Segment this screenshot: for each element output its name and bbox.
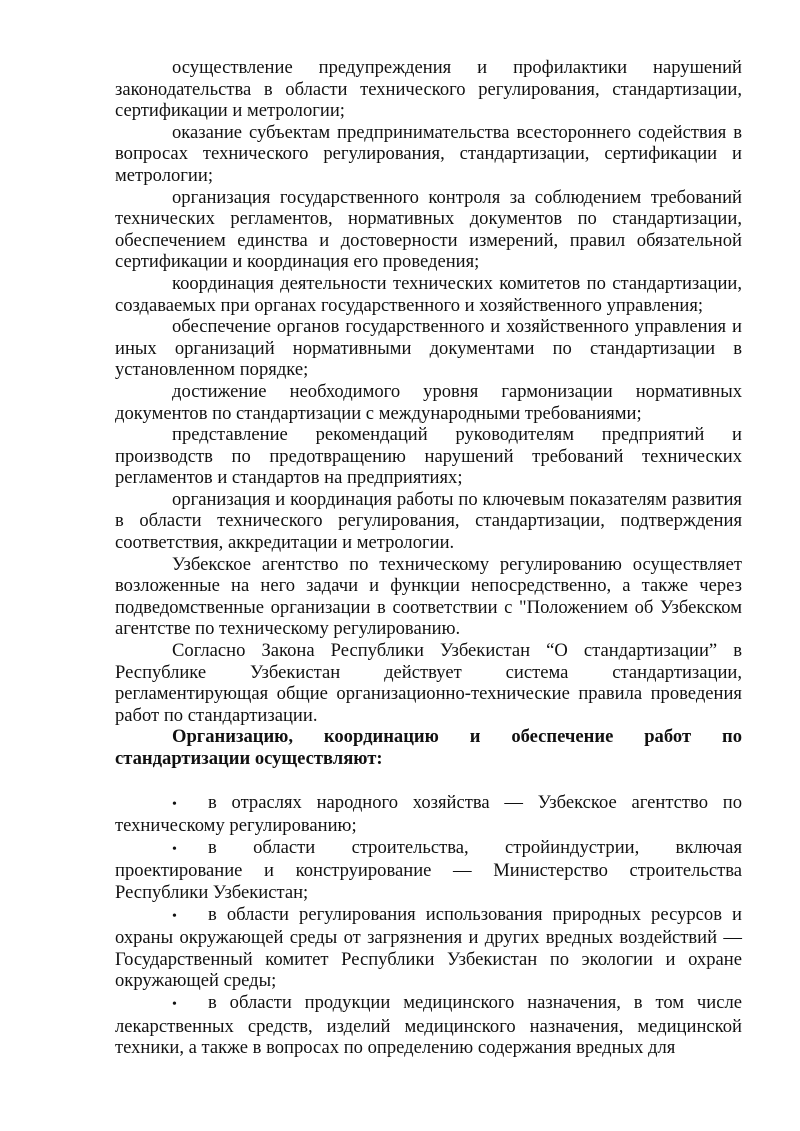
bold-heading: Организацию, координацию и обеспечение работ по стандартизации осуществляют: xyxy=(115,726,742,769)
list-item xyxy=(115,837,742,904)
bullet-text: в области регулирования использования природных ресурсов и охраны окружающей среды от загрязнения и других вредных воздействий — Государственный комитет Республики Узбекистан по экологии и охране окружающей среды; xyxy=(115,903,742,992)
paragraph-recommendations: представление рекомендаций руководителям предприятий и производств по предотвращению нарушений требований технических регламентов и стандартов на предприятиях; xyxy=(115,424,742,489)
bullet-text: в области строительства, стройиндустрии, включая проектирование и конструирование — Министерство строительства Республики Узбекистан; xyxy=(115,836,742,903)
paragraph-technical-committees: координация деятельности технических комитетов по стандартизации, создаваемых при органах государственного и хозяйственного управления; xyxy=(115,272,742,316)
paragraph-key-indicators: организация и координация работы по ключевым показателям развития в области технического регулирования, стандартизации, подтверждения соответствия, аккредитации и метрологии. xyxy=(115,488,742,554)
bullet-icon: • xyxy=(172,908,177,924)
list-item xyxy=(115,904,742,992)
bullet-icon: • xyxy=(172,796,177,812)
paragraph-agency-functions: Узбекское агентство по техническому регулированию осуществляет возложенные на него задачи и функции непосредственно, а также через подведомственные организации в соответствии с "Положением об Узбекском агентстве по техническому регулированию. xyxy=(115,553,742,640)
bullet-text: в отраслях народного хозяйства — Узбекское агентство по техническому регулированию; xyxy=(115,791,742,837)
bullet-icon: • xyxy=(172,996,177,1012)
paragraph-state-control: организация государственного контроля за соблюдением требований технических регламентов, нормативных документов по стандартизации, обеспечением единства и достоверности измерений, правил обязательной сертификации и координация его проведения; xyxy=(115,186,742,273)
paragraph-law-standardization: Согласно Закона Республики Узбекистан “О стандартизации” в Республике Узбекистан действует система стандартизации, регламентирующая общие организационно-технические правила проведения работ по стандартизации. xyxy=(115,640,742,726)
bullet-icon: • xyxy=(172,841,177,857)
bullet-list xyxy=(115,792,742,1059)
spacer xyxy=(115,770,742,792)
bullet-text: в области продукции медицинского назначения, в том числе лекарственных средств, изделий медицинского назначения, медицинской техники, а также в вопросах по определению содержания вредных для xyxy=(115,991,742,1059)
paragraph-business-support: оказание субъектам предпринимательства всестороннего содействия в вопросах технического регулирования, стандартизации, сертификации и метрологии; xyxy=(115,121,742,186)
paragraph-normative-documents: обеспечение органов государственного и хозяйственного управления и иных организаций нормативными документами по стандартизации в установленном порядке; xyxy=(115,316,742,381)
list-item xyxy=(115,792,742,837)
document-page xyxy=(115,57,742,1059)
paragraph-prevention: осуществление предупреждения и профилактики нарушений законодательства в области технического регулирования, стандартизации, сертификации и метрологии; xyxy=(115,57,742,122)
list-item xyxy=(115,992,742,1059)
paragraph-harmonization: достижение необходимого уровня гармонизации нормативных документов по стандартизации с международными требованиями; xyxy=(115,380,742,424)
